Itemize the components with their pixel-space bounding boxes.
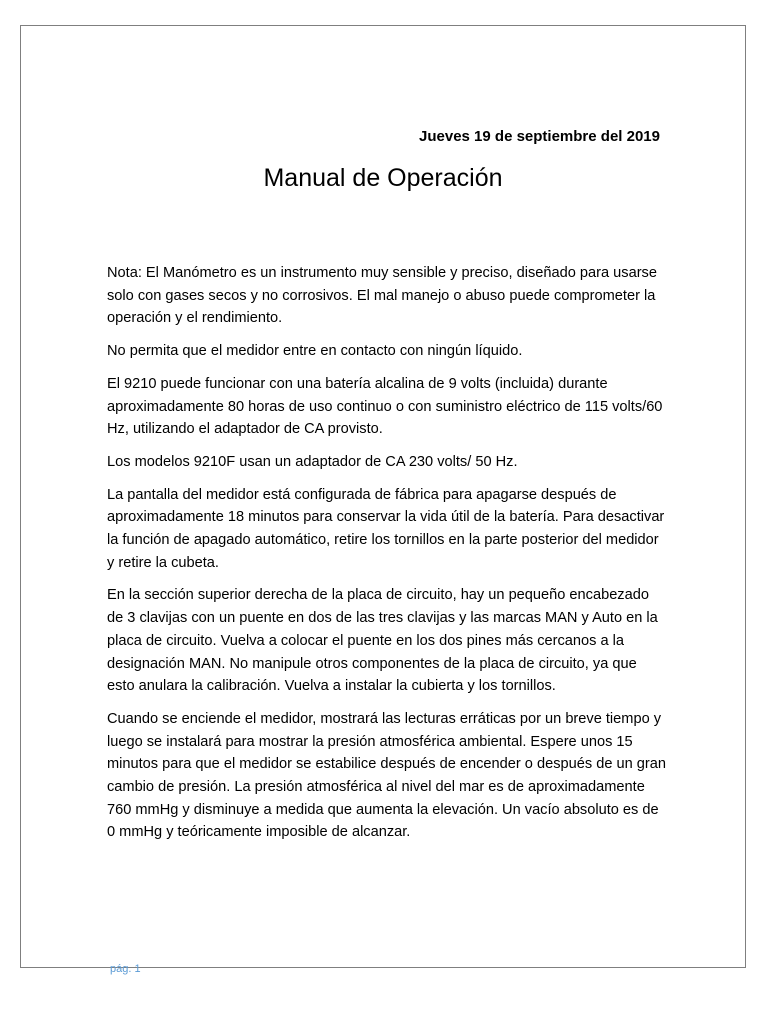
paragraph-readings: Cuando se enciende el medidor, mostrará las lecturas erráticas por un breve tiempo y luego se instalará para mostrar la presión atmosférica ambiental. Espere unos 15 minutos para que el medidor se estabilice después de encender o después de un gran cambio de presión. La presión atmosférica al nivel del mar es de aproximadamente 760 mmHg y disminuye a medida que aumenta la elevación. Un vacío absoluto es de 0 mmHg y teóricamente imposible de alcanzar. xyxy=(107,710,666,841)
paragraph-jumper: En la sección superior derecha de la placa de circuito, hay un pequeño encabezado de 3 clavijas con un puente en dos de las tres clavijas y las marcas MAN y Auto en la placa de circuito. Vuelva a colocar el puente en los dos pines más cercanos a la designación MAN. No manipule otros componentes de la placa de circuito, ya que esto anulara la calibración. Vuelva a instalar la cubierta y los tornillos. xyxy=(107,587,658,695)
document-title: Manual de Operación xyxy=(263,164,503,192)
paragraph-note: Nota: El Manómetro es un instrumento muy sensible y preciso, diseñado para usarse solo con gases secos y no corrosivos. El mal manejo o abuso puede comprometer la operación y el rendimiento. xyxy=(107,265,657,327)
document-page xyxy=(20,25,746,975)
page-number: pág. 1 xyxy=(110,963,141,975)
document-date: Jueves 19 de septiembre del 2019 xyxy=(419,128,660,145)
paragraph-models: Los modelos 9210F usan un adaptador de CA 230 volts/ 50 Hz. xyxy=(107,453,518,470)
paragraph-liquid-warning: No permita que el medidor entre en contacto con ningún líquido. xyxy=(107,343,523,360)
document-body xyxy=(107,262,667,854)
paragraph-power: El 9210 puede funcionar con una batería alcalina de 9 volts (incluida) durante aproximadamente 80 horas de uso continuo o con suministro eléctrico de 115 volts/60 Hz, utilizando el adaptador de CA provisto. xyxy=(107,375,663,438)
paragraph-auto-off: La pantalla del medidor está configurada de fábrica para apagarse después de aproximadamente 18 minutos para conservar la vida útil de la batería. Para desactivar la función de apagado automático, retire los tornillos en la parte posterior del medidor y retire la cubeta. xyxy=(107,486,665,571)
